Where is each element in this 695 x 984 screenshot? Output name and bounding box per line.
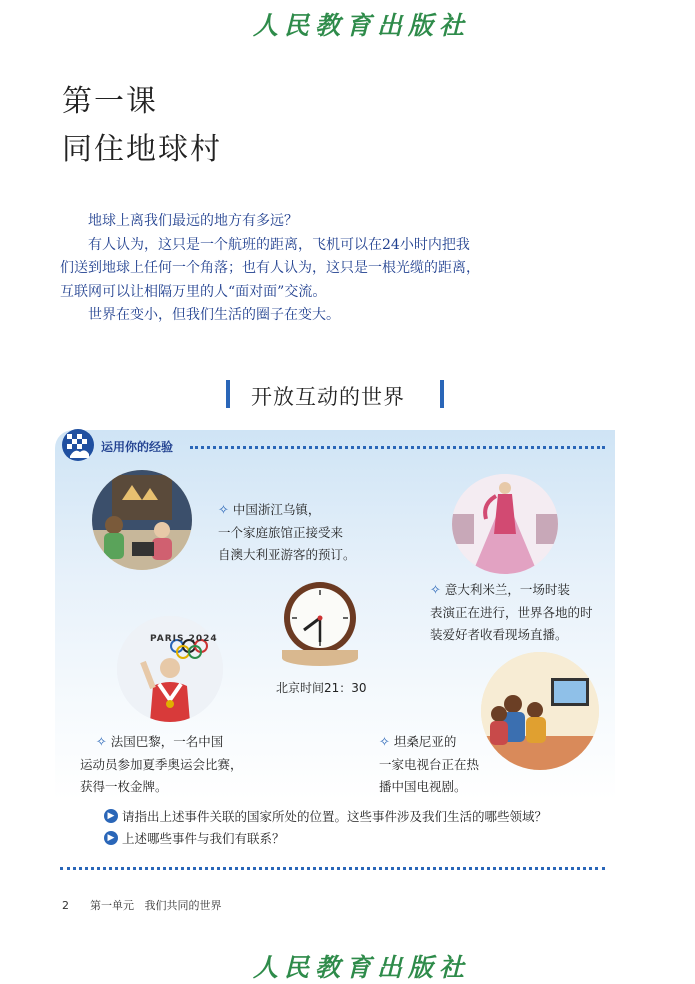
caption-line: 获得一枚金牌。 [80,779,168,794]
caption-line: 表演正在进行，世界各地的时 [430,605,593,620]
clock-base [282,650,358,666]
caption-milan [430,579,605,646]
question-row [104,807,547,825]
caption-line: 装爱好者收看现场直播。 [430,627,568,642]
intro-text [60,210,480,328]
intro-paragraph: 世界在变小，但我们生活的圈子在变大。 [88,307,340,323]
diamond-icon: ✧ [379,735,390,750]
tanzania-tv-illustration [481,652,599,770]
diamond-icon: ✧ [218,503,229,518]
play-bullet-icon: ▶ [104,809,118,823]
caption-line: 一个家庭旅馆正接受来 [218,525,344,540]
lesson-number: 第一课 [62,84,158,119]
caption-line: 坦桑尼亚的 [393,734,457,749]
milan-fashion-illustration [452,474,558,574]
caption-tanzania [379,731,489,798]
caption-wuzhen [218,499,398,566]
section-title: 开放互动的世界 [251,385,405,409]
unit-title: 我们共同的世界 [144,899,222,912]
clock-caption: 北京时间21：30 [276,681,367,695]
caption-line: 法国巴黎，一名中国 [110,734,224,749]
publisher-footer: 人民教育出版社 [253,953,471,982]
publisher-header: 人民教育出版社 [253,11,471,40]
page-footer [62,897,221,913]
section-bar-right [440,380,444,408]
question-row [104,829,285,847]
caption-paris [80,731,270,798]
caption-line: 自澳大利亚游客的预订。 [218,547,356,562]
play-bullet-icon: ▶ [104,831,118,845]
question-text: 上述哪些事件与我们有联系？ [122,831,285,846]
unit-number: 第一单元 [89,899,134,912]
intro-paragraph: 有人认为，这只是一个航班的距离，飞机可以在24小时内把我们送到地球上任何一个角落；也有人认为，这只是一根光缆的距离，互联网可以让相隔万里的人“面对面”交流。 [60,236,480,300]
intro-paragraph: 地球上离我们最远的地方有多远？ [88,213,298,229]
paris-athlete-illustration [117,616,223,722]
olympics-banner: PARIS 2024 [150,634,218,644]
wuzhen-hotel-illustration [92,470,192,570]
caption-line: 一家电视台正在热 [379,757,480,772]
experience-badge-icon [61,428,95,462]
caption-line: 播中国电视剧。 [379,779,467,794]
experience-label: 运用你的经验 [101,440,174,454]
diamond-icon: ✧ [430,583,441,598]
lesson-title: 同住地球村 [62,132,222,167]
section-bar-left [226,380,230,408]
bottom-dotted-divider [60,867,605,870]
page-number: 2 [62,899,69,912]
caption-line: 意大利米兰，一场时装 [444,582,570,597]
caption-line: 运动员参加夏季奥运会比赛， [80,757,243,772]
diamond-icon: ✧ [95,735,107,750]
dotted-divider [190,446,605,449]
caption-line: 中国浙江乌镇， [232,502,321,517]
clock-icon [282,580,358,656]
question-text: 请指出上述事件关联的国家所处的位置。这些事件涉及我们生活的哪些领域？ [122,809,548,824]
